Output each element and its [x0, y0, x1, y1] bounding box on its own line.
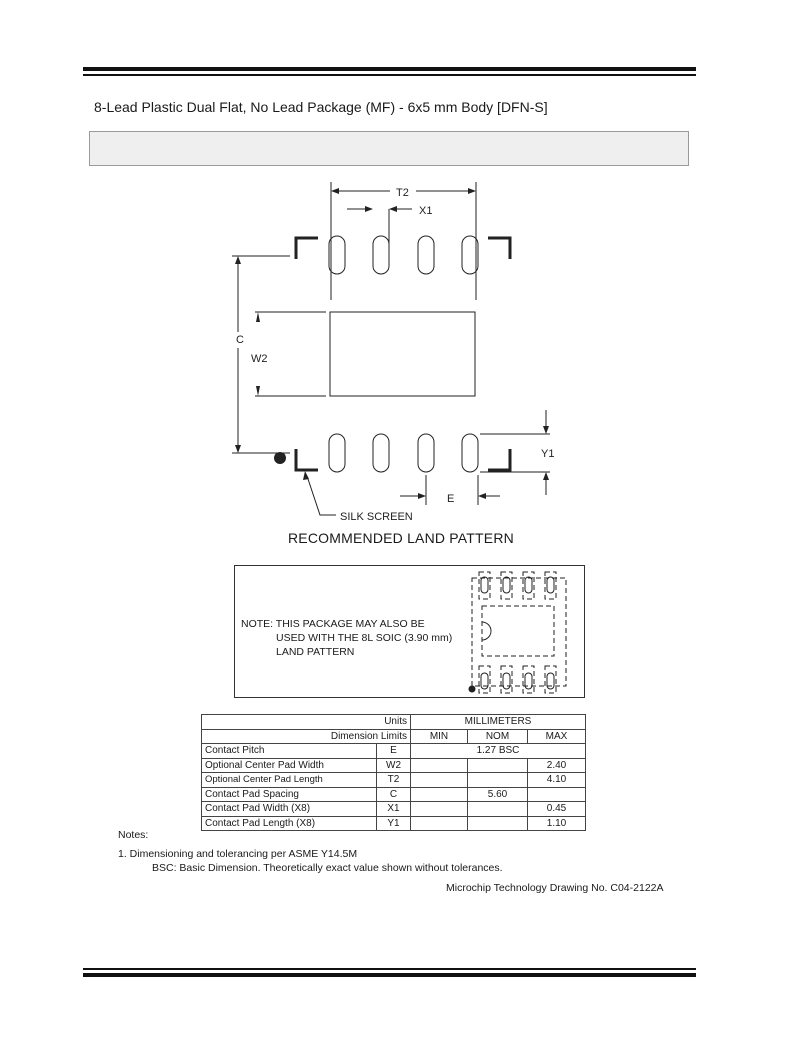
row-symbol: X1: [377, 802, 411, 817]
col-min-header: MIN: [411, 729, 468, 744]
row-symbol: T2: [377, 773, 411, 788]
dim-e: E: [447, 493, 455, 505]
note-1: 1. Dimensioning and tolerancing per ASME Y14.5M: [118, 848, 358, 860]
row-name: Optional Center Pad Width: [202, 758, 377, 773]
row-name: Contact Pad Width (X8): [202, 802, 377, 817]
table-row: [202, 729, 586, 744]
drawing-number: Microchip Technology Drawing No. C04-2122A: [446, 882, 664, 894]
note-line-3: LAND PATTERN: [276, 646, 355, 658]
col-nom-header: NOM: [468, 729, 528, 744]
row-min: [411, 816, 468, 831]
table-row: [202, 758, 586, 773]
footer-rule-thick: [83, 973, 696, 977]
land-pattern-title: RECOMMENDED LAND PATTERN: [288, 530, 514, 546]
dim-c: C: [236, 334, 244, 346]
silk-screen-label: SILK SCREEN: [340, 511, 413, 523]
dim-t2: T2: [396, 187, 409, 199]
units-label: Units: [202, 715, 411, 730]
row-name: Optional Center Pad Length: [202, 773, 377, 788]
row-name: Contact Pad Length (X8): [202, 816, 377, 831]
col-max-header: MAX: [528, 729, 586, 744]
footer-rule-thin: [83, 968, 696, 970]
note-line-2: USED WITH THE 8L SOIC (3.90 mm): [276, 632, 453, 644]
table-row: [202, 802, 586, 817]
row-max: 4.10: [528, 773, 586, 788]
row-min: [411, 758, 468, 773]
row-name: Contact Pitch: [202, 744, 377, 759]
row-max: 0.45: [528, 802, 586, 817]
row-nom: [468, 758, 528, 773]
row-name: Contact Pad Spacing: [202, 787, 377, 802]
row-symbol: E: [377, 744, 411, 759]
row-min: [411, 802, 468, 817]
row-nom: 5.60: [468, 787, 528, 802]
table-row: [202, 816, 586, 831]
dimension-limits-label: Dimension Limits: [202, 729, 411, 744]
note-line-1: NOTE: THIS PACKAGE MAY ALSO BE: [241, 618, 425, 630]
row-max: 2.40: [528, 758, 586, 773]
row-min: [411, 787, 468, 802]
row-nom: [468, 816, 528, 831]
row-max: 1.10: [528, 816, 586, 831]
row-nom: 1.27 BSC: [411, 744, 586, 759]
row-symbol: C: [377, 787, 411, 802]
dimension-table: [201, 714, 586, 831]
dim-w2: W2: [251, 353, 268, 365]
row-nom: [468, 802, 528, 817]
page-title: 8-Lead Plastic Dual Flat, No Lead Package (MF) - 6x5 mm Body [DFN-S]: [94, 99, 548, 115]
units-value: MILLIMETERS: [411, 715, 586, 730]
row-max: [528, 787, 586, 802]
table-row: [202, 715, 586, 730]
row-nom: [468, 773, 528, 788]
notes-heading: Notes:: [118, 829, 149, 841]
table-row: [202, 787, 586, 802]
dim-x1: X1: [419, 205, 433, 217]
dim-y1: Y1: [541, 448, 555, 460]
note-bsc: BSC: Basic Dimension. Theoretically exact value shown without tolerances.: [152, 862, 503, 874]
row-symbol: Y1: [377, 816, 411, 831]
row-min: [411, 773, 468, 788]
row-symbol: W2: [377, 758, 411, 773]
table-row: [202, 744, 586, 759]
table-row: [202, 773, 586, 788]
